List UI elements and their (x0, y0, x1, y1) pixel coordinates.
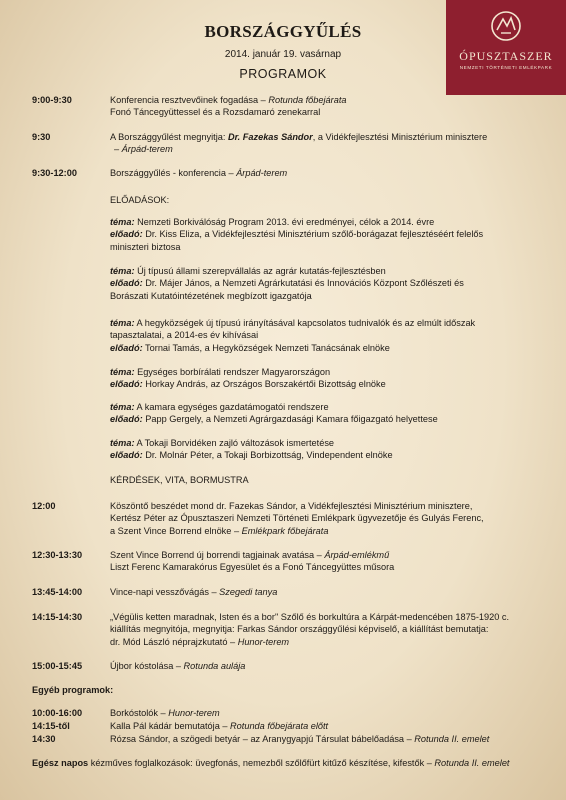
time: 9:30-12:00 (32, 168, 77, 178)
event-location: – Árpád-terem (114, 144, 173, 155)
opusztaszer-logo[interactable] (446, 0, 566, 95)
allday-text: kézműves foglalkozások: üvegfonás, nemezből szőlőfürt kitűző készítése, kifestők – (88, 758, 435, 768)
event-text: A Bországgyűlést megnyitja: (110, 132, 228, 142)
speaker-label: előadó: (110, 342, 143, 353)
other-programs-heading: Egyéb programok: (32, 685, 114, 695)
event-text: Vince-napi vesszővágás – (110, 587, 220, 597)
event-location: Hunor-terem (168, 708, 220, 718)
topic-text: Egységes borbírálati rendszer Magyarországon (134, 367, 331, 377)
time: 9:00-9:30 (32, 95, 72, 105)
event-text: Rózsa Sándor, a szögedi betyár – az Aranygyapjú Társulat bábelőadása – (110, 734, 415, 744)
speaker-text: miniszteri biztosa (110, 241, 181, 252)
lectures-heading: ELŐADÁSOK: (110, 195, 170, 205)
speaker-text: Borászati Kutatóintézetének megbízott igazgatója (110, 290, 312, 301)
speaker-text: Papp Gergely, a Nemzeti Agrárgazdasági Kamara főigazgató helyettese (142, 414, 438, 425)
event-text: Fonó Táncegyüttessel és a Rozsdamaró zenekarral (110, 107, 321, 118)
time: 12:00 (32, 501, 56, 511)
topic-text: tapasztalatai, a 2014-es év kihívásai (110, 330, 259, 341)
time: 9:30 (32, 132, 51, 142)
topic-text: A kamara egységes gazdatámogatói rendszere (134, 402, 329, 412)
logo-name: ÓPUSZTASZER (459, 49, 553, 63)
event-text: Köszöntő beszédet mond dr. Fazekas Sándor, a Vidékfejlesztési Minisztérium minisztere, (110, 501, 473, 511)
programs-heading: PROGRAMOK (239, 67, 327, 81)
logo-subtitle: NEMZETI TÖRTÉNETI EMLÉKPARK (459, 65, 553, 70)
speaker-label: előadó: (110, 379, 143, 390)
event-text: Konferencia resztvevőinek fogadása – (110, 95, 269, 105)
event-location: Rotunda II. emelet (414, 734, 490, 744)
time: 15:00-15:45 (32, 661, 83, 671)
topic-label: téma: (110, 217, 135, 227)
speaker-text: Horkay András, az Országos Borszakértői Bizottság elnöke (142, 379, 386, 390)
logo-emblem-icon (489, 10, 523, 42)
page-title: BORSZÁGGYŰLÉS (204, 22, 362, 41)
topic-text: A Tokaji Borvidéken zajló változások ismertetése (134, 438, 335, 448)
event-text: a Szent Vince Borrend elnöke – (110, 525, 242, 536)
event-location: Rotunda főbejárata (268, 95, 347, 105)
event-text: dr. Mód László néprajzkutató – (110, 636, 238, 647)
speaker-name: Dr. Fazekas Sándor (227, 132, 313, 142)
event-location: Hunor-terem (237, 636, 290, 647)
topic-text: A hegyközségek új típusú irányításával kapcsolatos tudnivalók és az elmúlt időszak (134, 318, 476, 328)
event-location: Árpád-emlékmű (324, 550, 390, 560)
speaker-label: előadó: (110, 414, 143, 425)
event-text: Szent Vince Borrend új borrendi tagjainak avatása – (110, 550, 325, 560)
time: 14:30 (32, 734, 56, 744)
topic-label: téma: (110, 402, 135, 412)
event-text: Borkóstolók – (110, 708, 169, 718)
time: 14:15-től (32, 721, 70, 731)
allday-location: Rotunda II. emelet (434, 758, 510, 768)
speaker-label: előadó: (110, 278, 143, 289)
speaker-label: előadó: (110, 229, 143, 240)
event-text: „Végülis ketten maradnak, Isten és a bor" Szőlő és borkultúra a Kárpát-medencében 1875-1920 c. (110, 612, 510, 622)
time: 10:00-16:00 (32, 708, 83, 718)
event-location: Szegedi tanya (219, 587, 278, 597)
topic-text: Új típusú állami szerepvállalás az agrár kutatás-fejlesztésben (134, 266, 386, 276)
speaker-text: Dr. Májer János, a Nemzeti Agrárkutatási és Innovációs Központ Szőlészeti és (142, 278, 464, 289)
topic-text: Nemzeti Borkiválóság Program 2013. évi eredményei, célok a 2014. évre (134, 217, 435, 227)
speaker-text: Dr. Kiss Eliza, a Vidékfejlesztési Minisztérium szőlő-borágazat fejlesztéséért felelős (142, 229, 484, 240)
event-location: Emlékpark főbejárata (241, 525, 329, 536)
event-text: Kertész Péter az Ópusztaszeri Nemzeti Történeti Emlékpark ügyvezetője és Gulyás Ferenc, (110, 513, 484, 524)
topic-label: téma: (110, 438, 135, 448)
topic-label: téma: (110, 266, 135, 276)
speaker-text: Tornai Tamás, a Hegyközségek Nemzeti Tanácsának elnöke (142, 342, 390, 353)
speaker-text: Dr. Molnár Péter, a Tokaji Borbizottság, Vindependent elnöke (142, 450, 393, 461)
event-text: kiállítás megnyitója, megnyitja: Farkas Sándor országgyűlési képviselő, a kiállítást bemutatja: (110, 624, 489, 635)
event-text: , a Vidékfejlesztési Minisztérium minisztere (312, 132, 488, 142)
allday-label: Egész napos (32, 758, 89, 768)
event-location: Rotunda főbejárata előtt (230, 721, 329, 731)
event-text: Kalla Pál kádár bemutatója – (110, 721, 231, 731)
event-text: Újbor kóstolása – (110, 661, 184, 671)
topic-label: téma: (110, 367, 135, 377)
event-text: Bországgyűlés - konferencia – (110, 168, 237, 178)
event-text: Liszt Ferenc Kamarakórus Egyesület és a Fonó Táncegyüttes műsora (110, 562, 395, 573)
time: 13:45-14:00 (32, 587, 83, 597)
topic-label: téma: (110, 318, 135, 328)
event-date: 2014. január 19. vasárnap (224, 49, 342, 60)
speaker-label: előadó: (110, 450, 143, 461)
time: 14:15-14:30 (32, 612, 83, 622)
event-location: Rotunda aulája (183, 661, 246, 671)
time: 12:30-13:30 (32, 550, 83, 560)
questions-heading: KÉRDÉSEK, VITA, BORMUSTRA (110, 475, 249, 485)
event-location: Árpád-terem (236, 168, 288, 178)
